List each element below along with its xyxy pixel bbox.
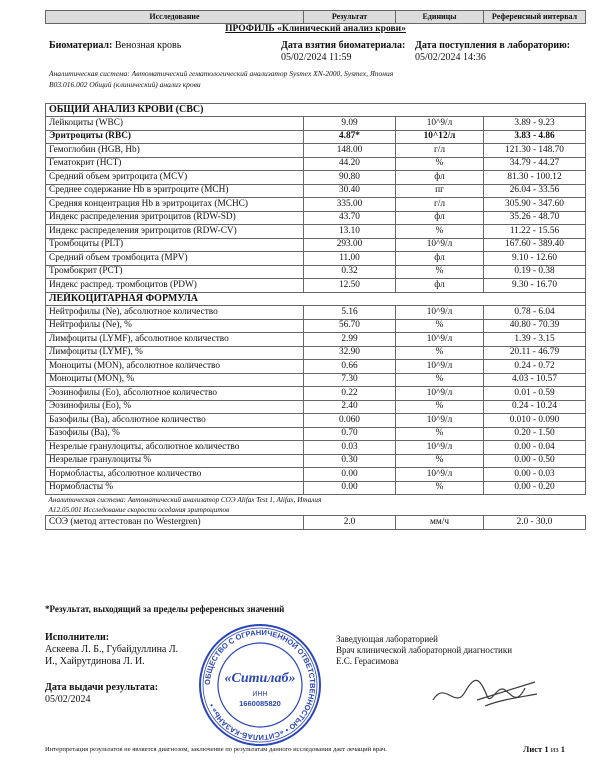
result-value: 5.16	[304, 306, 396, 320]
ref-interval: 4.03 - 10.57	[484, 373, 586, 387]
page-no: 1	[544, 744, 549, 754]
profile-title: ПРОФИЛЬ «Клинический анализ крови»	[225, 24, 406, 35]
test-name: Базофилы (Ba), абсолютное количество	[46, 414, 304, 428]
esr-note-1-text: Аналитическая система: Автоматический анализатор СОЭ Alifax Test 1, Alifax, Италия	[48, 496, 322, 504]
units-value: фл	[396, 211, 484, 225]
units-value: %	[396, 427, 484, 441]
wbc-row	[46, 346, 586, 360]
ref-interval: 11.22 - 15.56	[484, 225, 586, 239]
head-line-2: Врач клинической лабораторной диагностики	[336, 645, 513, 655]
test-name: Базофилы (Ba), %	[46, 427, 304, 441]
result-value: 2.99	[304, 333, 396, 347]
performers-line2: И., Хайрутдинова Л. И.	[45, 656, 145, 667]
cbc-row	[46, 198, 586, 212]
result-value: 12.50	[304, 279, 396, 293]
units-value: %	[396, 319, 484, 333]
result-value: 0.70	[304, 427, 396, 441]
wbc-row	[46, 400, 586, 414]
units-value: 10^9/л	[396, 360, 484, 374]
cbc-row	[46, 225, 586, 239]
ref-interval: 9.10 - 12.60	[484, 252, 586, 266]
page-total: 1	[560, 744, 565, 754]
result-value: 0.32	[304, 265, 396, 279]
result-value: 335.00	[304, 198, 396, 212]
head-line-1: Заведующая лабораторией	[336, 634, 438, 644]
result-value: 56.70	[304, 319, 396, 333]
test-name: Индекс распределения эритроцитов (RDW-CV)	[46, 225, 304, 239]
section-wbc-title: ЛЕЙКОЦИТАРНАЯ ФОРМУЛА	[46, 292, 586, 306]
ref-interval: 3.89 - 9.23	[484, 117, 586, 131]
ref-interval: 0.20 - 1.50	[484, 427, 586, 441]
test-name: Лимфоциты (LYMF), %	[46, 346, 304, 360]
ref-interval: 121.30 - 148.70	[484, 144, 586, 158]
units-value: 10^9/л	[396, 468, 484, 482]
section-wbc	[46, 292, 586, 306]
result-value: 43.70	[304, 211, 396, 225]
ref-interval: 305.90 - 347.60	[484, 198, 586, 212]
wbc-row	[46, 387, 586, 401]
units-value: %	[396, 346, 484, 360]
page-number	[523, 744, 565, 754]
result-value: 44.20	[304, 157, 396, 171]
analyzer-note-1: Аналитическая система: Автоматический гематологический анализатор Sysmex XN-2000, Sysmex, Япония	[49, 69, 394, 78]
test-name: Лейкоциты (WBC)	[46, 117, 304, 131]
units-value: фл	[396, 252, 484, 266]
biomaterial-label: Биоматериал:	[49, 40, 113, 51]
cbc-row	[46, 265, 586, 279]
test-name: Гемоглобин (HGB, Hb)	[46, 144, 304, 158]
result-value: 0.00	[304, 468, 396, 482]
table-header	[46, 11, 586, 24]
result-value: 2.40	[304, 400, 396, 414]
units-value: %	[396, 454, 484, 468]
lab-date	[415, 40, 570, 64]
section-cbc	[46, 103, 586, 117]
ref-interval: 26.04 - 33.56	[484, 184, 586, 198]
units-value: 10^9/л	[396, 441, 484, 455]
units-value: %	[396, 265, 484, 279]
performers	[45, 632, 178, 668]
biomaterial-value: Венозная кровь	[114, 40, 182, 51]
test-name: Моноциты (MON), абсолютное количество	[46, 360, 304, 374]
units-value: фл	[396, 279, 484, 293]
test-name: Нейтрофилы (Ne), %	[46, 319, 304, 333]
result-value: 4.87*	[304, 130, 396, 144]
ref-interval: 0.00 - 0.04	[484, 441, 586, 455]
wbc-row	[46, 441, 586, 455]
result-value: 2.0	[304, 516, 396, 530]
head-line-3: Е.С. Герасимова	[336, 656, 399, 666]
ref-interval: 0.78 - 6.04	[484, 306, 586, 320]
wbc-row	[46, 319, 586, 333]
profile-row	[46, 23, 586, 37]
test-name: Незрелые гранулоциты %	[46, 454, 304, 468]
units-value: фл	[396, 171, 484, 185]
section-cbc-title: ОБЩИЙ АНАЛИЗ КРОВИ (CBC)	[46, 103, 586, 117]
ref-interval: 0.00 - 0.20	[484, 481, 586, 495]
result-value: 0.00	[304, 481, 396, 495]
result-value: 0.22	[304, 387, 396, 401]
units-value: 10^9/л	[396, 117, 484, 131]
cbc-row	[46, 211, 586, 225]
units-value: 10^9/л	[396, 333, 484, 347]
stamp-inn-value: 1660085820	[239, 699, 281, 708]
test-name: Индекс распред. тромбоцитов (PDW)	[46, 279, 304, 293]
units-value: %	[396, 400, 484, 414]
esr-note-2	[46, 505, 586, 516]
units-value: 10^9/л	[396, 414, 484, 428]
units-value: %	[396, 373, 484, 387]
ref-interval: 35.26 - 48.70	[484, 211, 586, 225]
page-of: из	[550, 744, 559, 754]
wbc-row	[46, 373, 586, 387]
cbc-row	[46, 157, 586, 171]
result-value: 32.90	[304, 346, 396, 360]
result-value: 0.03	[304, 441, 396, 455]
test-name: Гематокрит (HCT)	[46, 157, 304, 171]
result-value: 0.30	[304, 454, 396, 468]
disclaimer: Интерпретация результатов не является диагнозом, заключение по результатам данного исследования дает лечащий врач.	[45, 746, 387, 753]
wbc-row	[46, 427, 586, 441]
test-name: Среднее содержание Hb в эритроците (MCH)	[46, 184, 304, 198]
test-name: Средняя концентрация Hb в эритроцитах (MCHC)	[46, 198, 304, 212]
performers-label: Исполнители:	[45, 632, 110, 643]
ref-interval: 81.30 - 100.12	[484, 171, 586, 185]
col-units-header: Единицы	[396, 11, 484, 24]
ref-interval: 34.79 - 44.27	[484, 157, 586, 171]
result-value: 7.30	[304, 373, 396, 387]
units-value: г/л	[396, 144, 484, 158]
cbc-row	[46, 117, 586, 131]
issue-date	[45, 682, 158, 706]
analyzer-note	[49, 68, 393, 90]
test-name: Тромбоциты (PLT)	[46, 238, 304, 252]
ref-interval: 40.80 - 70.39	[484, 319, 586, 333]
col-test-header: Исследование	[46, 11, 304, 24]
result-value: 30.40	[304, 184, 396, 198]
test-name: Средний объем эритроцита (MCV)	[46, 171, 304, 185]
test-name: Нейтрофилы (Ne), абсолютное количество	[46, 306, 304, 320]
issue-date-value: 05/02/2024	[45, 694, 91, 705]
sample-date-label: Дата взятия биоматериала:	[281, 40, 406, 51]
wbc-row	[46, 414, 586, 428]
cbc-row	[46, 171, 586, 185]
cbc-row	[46, 144, 586, 158]
ref-interval: 9.30 - 16.70	[484, 279, 586, 293]
test-name: Моноциты (MON), %	[46, 373, 304, 387]
wbc-row	[46, 468, 586, 482]
units-value: пг	[396, 184, 484, 198]
cbc-row	[46, 252, 586, 266]
esr-note-1	[46, 495, 586, 506]
test-name: Эритроциты (RBC)	[46, 130, 304, 144]
result-value: 90.80	[304, 171, 396, 185]
result-value: 13.10	[304, 225, 396, 239]
test-name: Незрелые гранулоциты, абсолютное количество	[46, 441, 304, 455]
lab-date-label: Дата поступления в лабораторию:	[415, 40, 571, 51]
lab-date-value: 05/02/2024 14:36	[415, 52, 486, 63]
units-value: %	[396, 481, 484, 495]
test-name: Эозинофилы (Eo), абсолютное количество	[46, 387, 304, 401]
cbc-row	[46, 238, 586, 252]
sample-date	[281, 40, 405, 64]
col-result-header: Результат	[304, 11, 396, 24]
analyzer-note-2: В03.016.002 Общий (клинический) анализ крови	[49, 80, 201, 89]
ref-interval: 167.60 - 389.40	[484, 238, 586, 252]
ref-interval: 3.83 - 4.86	[484, 130, 586, 144]
ref-interval: 0.19 - 0.38	[484, 265, 586, 279]
test-name: Нормобласты, абсолютное количество	[46, 468, 304, 482]
footnote: *Результат, выходящий за пределы референсных значений	[45, 604, 285, 614]
test-name: Эозинофилы (Eo), %	[46, 400, 304, 414]
ref-interval: 2.0 - 30.0	[484, 516, 586, 530]
cbc-row	[46, 279, 586, 293]
ref-interval: 0.24 - 0.72	[484, 360, 586, 374]
test-name: Лимфоциты (LYMF), абсолютное количество	[46, 333, 304, 347]
performers-line1: Аскеева Л. Б., Губайдуллина Л.	[45, 644, 179, 655]
units-value: 10^9/л	[396, 387, 484, 401]
units-value: %	[396, 225, 484, 239]
ref-interval: 0.24 - 10.24	[484, 400, 586, 414]
col-ref-header: Референсный интервал	[484, 11, 586, 24]
ref-interval: 20.11 - 46.79	[484, 346, 586, 360]
head-of-lab	[336, 634, 512, 667]
stamp-inn-label: ИНН	[252, 691, 268, 698]
ref-interval: 0.010 - 0.090	[484, 414, 586, 428]
wbc-row	[46, 360, 586, 374]
ref-interval: 0.01 - 0.59	[484, 387, 586, 401]
ref-interval: 0.00 - 0.03	[484, 468, 586, 482]
units-value: %	[396, 157, 484, 171]
biomaterial	[49, 40, 181, 51]
esr-row	[46, 516, 586, 530]
units-value: 10^9/л	[396, 238, 484, 252]
wbc-row	[46, 481, 586, 495]
cbc-row	[46, 184, 586, 198]
esr-note-2-text: А12.05.001 Исследование скорости оседания эритроцитов	[48, 506, 230, 514]
units-value: г/л	[396, 198, 484, 212]
result-value: 0.66	[304, 360, 396, 374]
units-value: мм/ч	[396, 516, 484, 530]
units-value: 10^9/л	[396, 306, 484, 320]
stamp-ring-text: ОБЩЕСТВО С ОГРАНИЧЕННОЙ ОТВЕТСТВЕННОСТЬЮ • «СИТИЛАБ-КАЗАНЬ» •	[202, 627, 318, 743]
test-name: Средний объем тромбоцита (MPV)	[46, 252, 304, 266]
result-value: 0.060	[304, 414, 396, 428]
test-name: Тромбокрит (PCT)	[46, 265, 304, 279]
wbc-row	[46, 454, 586, 468]
ref-interval: 1.39 - 3.15	[484, 333, 586, 347]
result-value: 148.00	[304, 144, 396, 158]
signature-image	[425, 670, 545, 716]
stamp-center: «Ситилаб»	[224, 671, 296, 686]
wbc-row	[46, 306, 586, 320]
result-value: 11.00	[304, 252, 396, 266]
test-name: Индекс распределения эритроцитов (RDW-SD)	[46, 211, 304, 225]
cbc-row	[46, 130, 586, 144]
result-value: 9.09	[304, 117, 396, 131]
stamp-seal	[195, 620, 325, 750]
test-name: Нормобласты %	[46, 481, 304, 495]
issue-date-label: Дата выдачи результата:	[45, 682, 159, 693]
units-value: 10^12/л	[396, 130, 484, 144]
wbc-row	[46, 333, 586, 347]
sample-date-value: 05/02/2024 11:59	[281, 52, 352, 63]
page-label: Лист	[523, 744, 543, 754]
result-value: 293.00	[304, 238, 396, 252]
test-name: СОЭ (метод аттестован по Westergren)	[46, 516, 304, 530]
ref-interval: 0.00 - 0.50	[484, 454, 586, 468]
